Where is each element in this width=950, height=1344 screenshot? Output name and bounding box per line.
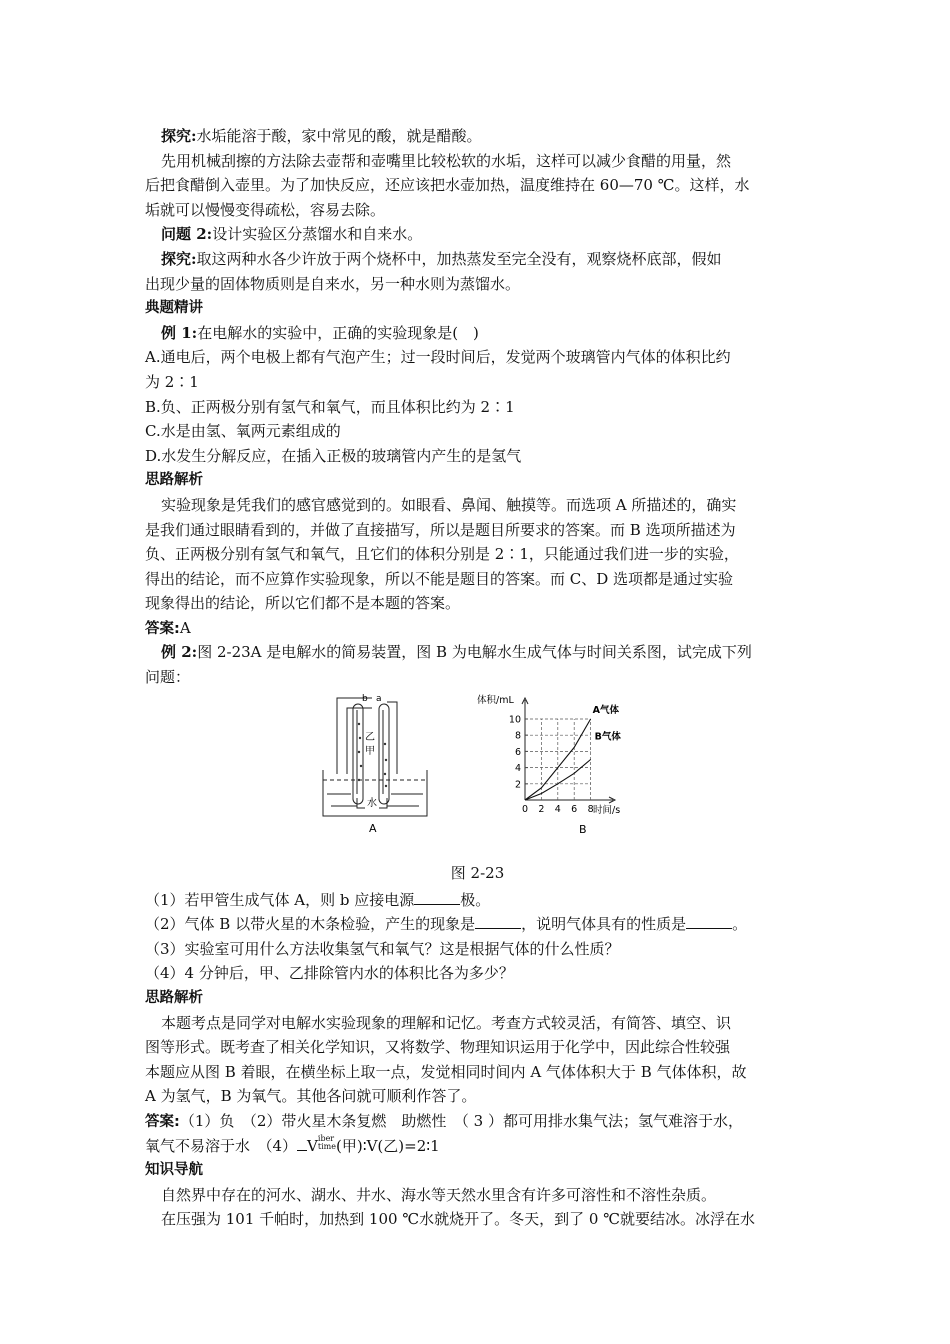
example-text: 在电解水的实验中，正确的实验现象是( )	[197, 323, 479, 342]
paragraph-line: 自然界中存在的河水、湖水、井水、海水等天然水里含有许多可溶性和不溶性杂质。	[161, 1185, 717, 1204]
paragraph-line: 现象得出的结论，所以它们都不是本题的答案。	[145, 594, 461, 613]
option-line: D.水发生分解反应，在插入正极的玻璃管内产生的是氢气	[145, 446, 522, 465]
answer-text: （1）负 （2）带火星木条复燃 助燃性 （ 3 ）都可用排水集气法；氢气难溶于水，	[179, 1112, 743, 1130]
explore1-line	[145, 124, 810, 149]
question-text: （1）若甲管生成气体 A，则 b 应接电源	[145, 890, 415, 909]
question2-line	[145, 222, 810, 247]
paragraph-line: 负、正两极分别有氢气和氧气，且它们的体积分别是 2∶1，只能通过我们进一步的实验，	[145, 545, 739, 564]
paragraph-line: 是我们通过眼睛看到的，并做了直接描写，所以是题目所要求的答案。而 B 选项所描述为	[145, 520, 736, 539]
question-item-4: （4）4 分钟后，甲、乙排除管内水的体积比各为多少？	[145, 964, 514, 983]
explore-label: 探究:	[161, 127, 197, 145]
explore2-line	[145, 247, 810, 272]
section-heading: 思路解析	[145, 990, 203, 1007]
answer-blank[interactable]	[686, 914, 732, 929]
y-axis-label: 体积/mL	[477, 694, 514, 706]
paragraph-line: 实验现象是凭我们的感官感觉到的。如眼看、鼻闻、触摸等。而选项 A 所描述的，确实	[161, 495, 737, 514]
answer-blank[interactable]	[414, 890, 460, 905]
apparatus-caption: A	[369, 821, 377, 834]
y-tick-label: 4	[514, 762, 521, 774]
y-tick-label: 2	[514, 778, 521, 790]
question-item-3: （3）实验室可用什么方法收集氢气和氧气？这是根据气体的什么性质？	[145, 939, 620, 958]
example1-line	[145, 321, 810, 346]
question-text: 。	[732, 915, 748, 934]
question-text: （2）气体 B 以带火星的木条检验，产生的现象是	[145, 915, 476, 934]
series-label: B气体	[594, 731, 621, 743]
answer1-line	[145, 616, 810, 641]
answer2-line	[145, 1109, 810, 1134]
section-heading: 知识导航	[145, 1162, 203, 1179]
paragraph-line: 在压强为 101 千帕时，加热到 100 ℃水就烧开了。冬天，到了 0 ℃就要结冰。冰浮在水	[161, 1210, 755, 1229]
option-line: A.通电后，两个电极上都有气泡产生；过一段时间后，发觉两个玻璃管内气体的体积比约	[145, 348, 731, 367]
option-line: 为 2∶1	[145, 372, 199, 391]
question-item-2	[145, 912, 810, 937]
figure-2-23	[145, 690, 810, 858]
x-tick-label: 4	[554, 803, 561, 815]
paragraph-line: 后把食醋倒入壶里。为了加快反应，还应该把水壶加热，温度维持在 60—70 ℃。这样，水	[145, 176, 750, 195]
series-label: A气体	[592, 704, 619, 716]
x-tick-label: 0	[521, 803, 529, 815]
paragraph-line: 出现少量的固体物质则是自来水，另一种水则为蒸馏水。	[145, 274, 521, 293]
answer2-line-2	[145, 1134, 810, 1159]
option-line: B.负、正两极分别有氢气和氧气，而且体积比约为 2∶1	[145, 397, 515, 416]
example2-line	[145, 640, 810, 665]
example-label: 例 2:	[161, 643, 198, 662]
electrolysis-apparatus	[317, 694, 433, 834]
paragraph-line: 得出的结论，而不应算作实验现象，所以不能是题目的答案。而 C、D 选项都是通过实验	[145, 569, 734, 588]
label-jia: 甲	[365, 745, 375, 757]
question-item-1	[145, 888, 810, 913]
y-tick-label: 6	[514, 746, 521, 758]
paragraph-line: 先用机械刮擦的方法除去壶帮和壶嘴里比较松软的水垢，这样可以减少食醋的用量，然	[161, 151, 732, 170]
question-text: ，说明气体具有的性质是	[521, 915, 687, 934]
label-yi: 乙	[365, 731, 375, 743]
label-b: b	[362, 693, 368, 704]
example-label: 例 1:	[161, 323, 198, 342]
question-label: 问题 2:	[161, 225, 213, 244]
paragraph-line: 本题应从图 B 着眼，在横坐标上取一点，发觉相同时间内 A 气体体积大于 B 气体体积，故	[145, 1062, 747, 1081]
graph-caption: B	[579, 822, 587, 836]
label-a: a	[376, 693, 382, 704]
answer-value: A	[179, 618, 191, 637]
label-water: 水	[367, 797, 377, 809]
figure-caption: 图 2-23	[450, 863, 505, 882]
volume-time-chart	[463, 690, 633, 838]
explore-label: 探究:	[161, 249, 197, 268]
x-tick-label: 6	[571, 803, 578, 815]
paragraph-line: 图等形式。既考查了相关化学知识，又将数学、物理知识运用于化学中，因此综合性较强	[145, 1038, 731, 1057]
x-tick-label: 8	[587, 803, 594, 815]
garbled-superscript	[318, 1135, 336, 1151]
example-text: 图 2-23A 是电解水的简易装置，图 B 为电解水生成气体与时间关系图，试完成下列	[197, 643, 752, 662]
answer-text: V	[307, 1136, 318, 1155]
strike-mark	[297, 1142, 307, 1151]
answer-text: (甲)∶V(乙)=2∶1	[335, 1136, 440, 1155]
sup-bottom: time	[317, 1141, 336, 1151]
section-heading: 思路解析	[145, 472, 203, 489]
paragraph-line: A 为氢气，B 为氧气。其他各问就可顺利作答了。	[145, 1087, 477, 1106]
option-line: C.水是由氢、氧两元素组成的	[145, 422, 341, 441]
document-page	[145, 124, 810, 1232]
explore-text: 水垢能溶于酸，家中常见的酸，就是醋酸。	[196, 127, 482, 145]
paragraph-line: 本题考点是同学对电解水实验现象的理解和记忆。考查方式较灵活，有简答、填空、识	[161, 1013, 732, 1032]
answer-label: 答案:	[145, 620, 180, 637]
paragraph-line: 问题：	[145, 668, 191, 687]
question-text: 极。	[460, 890, 491, 909]
x-tick-label: 2	[538, 803, 545, 815]
explore-text: 取这两种水各少许放于两个烧杯中，加热蒸发至完全没有，观察烧杯底部，假如	[196, 249, 722, 268]
y-tick-label: 8	[514, 730, 521, 742]
answer-blank[interactable]	[475, 914, 521, 929]
paragraph-line: 垢就可以慢慢变得疏松，容易去除。	[145, 200, 386, 219]
y-tick-label: 10	[508, 714, 521, 726]
answer-label: 答案:	[145, 1114, 180, 1130]
sup-top: iber	[317, 1133, 335, 1143]
x-axis-label: 时间/s	[593, 804, 621, 816]
question-text: 设计实验区分蒸馏水和自来水。	[212, 225, 423, 244]
section-heading: 典题精讲	[145, 300, 203, 317]
answer-text: 氧气不易溶于水 （4）	[145, 1136, 298, 1155]
